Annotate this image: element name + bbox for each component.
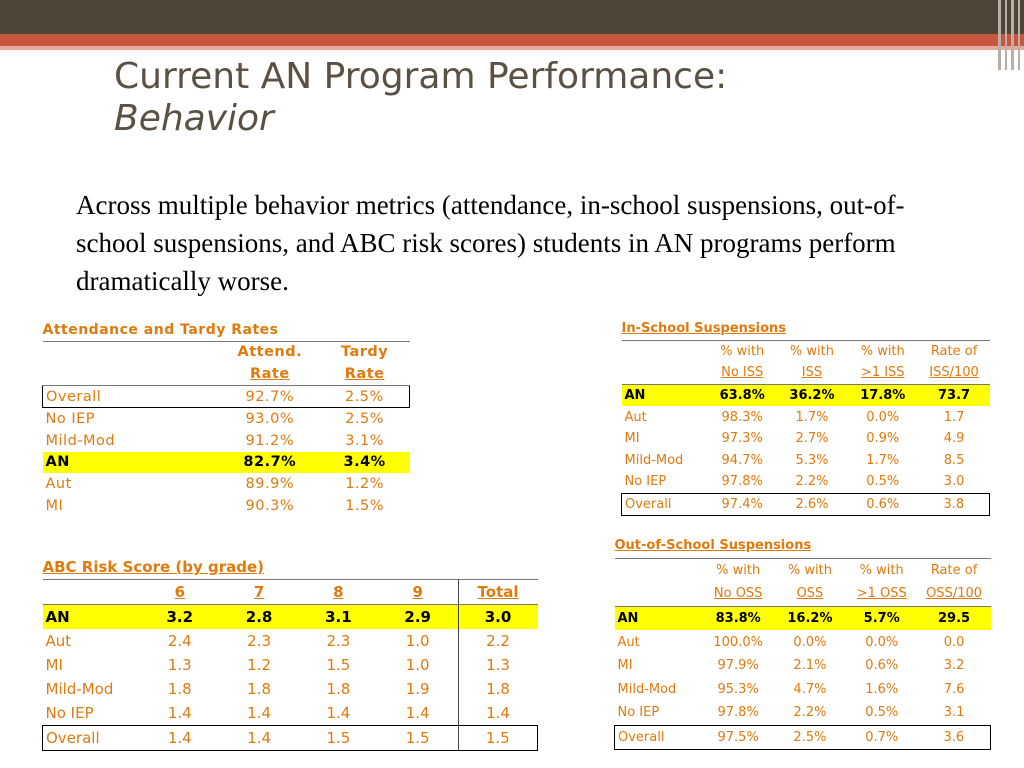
cell: 0.6%	[865, 658, 899, 674]
cell: 3.2	[140, 605, 219, 630]
row-label: Aut	[617, 634, 640, 650]
cell: 2.2%	[793, 705, 827, 721]
cell: 2.5%	[320, 385, 410, 408]
abc-header: 8	[333, 583, 344, 601]
cell: 1.0	[405, 632, 430, 650]
cell: 73.7	[919, 384, 990, 406]
abc-caption: ABC Risk Score (by grade)	[42, 558, 264, 576]
oss-header: OSS	[796, 586, 824, 602]
cell: 0.6%	[847, 493, 919, 516]
header-thin-bar	[0, 46, 1024, 50]
cell: 1.5	[326, 656, 351, 674]
cell: 2.5%	[774, 725, 846, 750]
table-row	[43, 677, 538, 701]
abc-header: 9	[412, 583, 423, 601]
cell: 3.6	[918, 725, 991, 750]
row-label: Mild-Mod	[617, 681, 677, 697]
cell: 4.7%	[793, 681, 827, 697]
row-label: Aut	[45, 475, 72, 492]
cell: 97.3%	[721, 431, 763, 447]
cell: 5.7%	[846, 606, 918, 630]
oss-table	[614, 534, 991, 750]
cell: 36.2%	[777, 384, 847, 406]
row-label: Mild-Mod	[624, 452, 684, 468]
cell: 5.3%	[795, 452, 829, 468]
table-row	[43, 408, 410, 430]
cell: 1.0	[405, 656, 430, 674]
cell: 0.0	[943, 634, 965, 650]
cell: 1.2%	[345, 475, 385, 492]
cell: 92.7%	[220, 385, 320, 408]
cell: 1.9	[405, 680, 430, 698]
cell: 1.6%	[865, 681, 899, 697]
table-row	[43, 701, 538, 726]
table-row	[615, 654, 991, 678]
row-label: AN	[622, 384, 708, 406]
oss-header: % with	[787, 562, 832, 578]
table-row	[622, 450, 990, 472]
row-label: AN	[43, 452, 220, 474]
row-label: MI	[45, 497, 64, 514]
table-row	[43, 726, 538, 751]
attendance-header: Rate	[249, 365, 290, 382]
cell: 1.8	[326, 680, 351, 698]
row-label: AN	[615, 606, 703, 630]
table-row	[622, 406, 990, 428]
cell: 17.8%	[847, 384, 919, 406]
row-label: Overall	[622, 493, 708, 516]
cell: 98.3%	[721, 409, 763, 425]
row-label: MI	[45, 656, 63, 674]
oss-header: No OSS	[713, 586, 763, 602]
cell: 3.1	[299, 605, 378, 630]
cell: 2.2%	[795, 474, 829, 490]
cell: 97.8%	[717, 705, 759, 721]
cell: 83.8%	[702, 606, 774, 630]
slide-title	[114, 56, 727, 140]
cell: 1.5	[378, 726, 458, 751]
iss-header: ISS/100	[929, 365, 979, 381]
row-label: No IEP	[624, 474, 667, 490]
cell: 0.9%	[866, 431, 900, 447]
cell: 2.1%	[793, 658, 827, 674]
cell: 1.8	[458, 677, 537, 701]
row-label: AN	[43, 605, 141, 630]
iss-header: % with	[720, 343, 765, 359]
cell: 2.3	[247, 632, 272, 650]
cell: 3.0	[943, 474, 965, 490]
cell: 3.2	[943, 658, 965, 674]
table-row	[43, 629, 538, 653]
cell: 2.9	[378, 605, 458, 630]
cell: 0.5%	[865, 705, 899, 721]
row-label: No IEP	[617, 705, 660, 721]
cell: 4.9	[943, 431, 965, 447]
cell: 1.4	[140, 726, 219, 751]
header-stripes	[994, 0, 1024, 70]
cell: 0.7%	[846, 725, 918, 750]
table-row	[622, 428, 990, 450]
abc-risk-table	[42, 555, 538, 751]
cell: 1.7	[943, 409, 965, 425]
cell: 2.3	[326, 632, 351, 650]
row-label: MI	[624, 431, 640, 447]
row-label: MI	[617, 658, 633, 674]
cell: 91.2%	[245, 432, 295, 449]
cell: 1.7%	[795, 409, 829, 425]
cell: 93.0%	[245, 411, 295, 428]
iss-header: Rate of	[930, 343, 978, 359]
row-label: Overall	[615, 725, 703, 750]
cell: 1.5	[458, 726, 537, 751]
cell: 1.3	[458, 653, 537, 677]
cell: 3.1	[943, 705, 965, 721]
row-label: Overall	[43, 385, 220, 408]
attendance-caption: Attendance and Tardy Rates	[43, 319, 410, 341]
cell: 1.8	[167, 680, 192, 698]
attendance-header: Rate	[344, 365, 385, 382]
cell: 1.4	[405, 704, 430, 722]
slide-body-text: Across multiple behavior metrics (attendance, in-school suspensions, out-of-school suspensions, and ABC risk scores) students in AN programs perform dramatically worse.	[76, 190, 905, 296]
cell: 97.9%	[717, 658, 759, 674]
iss-header: % with	[789, 343, 834, 359]
cell: 7.6	[943, 681, 965, 697]
table-row	[43, 495, 410, 517]
row-label: Aut	[45, 632, 72, 650]
cell: 95.3%	[717, 681, 759, 697]
cell: 1.4	[167, 704, 192, 722]
cell: 3.1%	[345, 432, 385, 449]
table-row	[615, 725, 991, 750]
cell: 82.7%	[220, 452, 320, 474]
attendance-table	[42, 319, 410, 516]
table-row	[43, 473, 410, 495]
table-row	[43, 653, 538, 677]
cell: 29.5	[918, 606, 991, 630]
table-row	[615, 630, 991, 654]
oss-header: Rate of	[930, 562, 978, 578]
cell: 94.7%	[721, 452, 763, 468]
attendance-header: Attend.	[237, 344, 303, 361]
iss-header: No ISS	[721, 365, 764, 381]
abc-header: Total	[477, 583, 519, 601]
table-row-highlighted	[615, 606, 991, 630]
oss-caption: Out-of-School Suspensions	[614, 538, 812, 554]
oss-header: % with	[859, 562, 904, 578]
table-row-highlighted	[43, 452, 410, 474]
oss-header: OSS/100	[926, 586, 983, 602]
abc-header: 6	[174, 583, 185, 601]
cell: 3.8	[919, 493, 990, 516]
iss-header: ISS	[801, 365, 823, 381]
cell: 2.6%	[777, 493, 847, 516]
iss-caption: In-School Suspensions	[621, 321, 787, 337]
row-label: Aut	[624, 409, 647, 425]
cell: 1.2	[247, 656, 272, 674]
cell: 2.8	[219, 605, 299, 630]
cell: 1.7%	[866, 452, 900, 468]
header-bar	[0, 0, 1024, 34]
cell: 16.2%	[774, 606, 846, 630]
cell: 1.3	[167, 656, 192, 674]
row-label: Overall	[43, 726, 141, 751]
slide-title-line2: Behavior	[114, 98, 274, 139]
cell: 0.0%	[865, 634, 899, 650]
table-row	[615, 701, 991, 725]
table-row	[615, 678, 991, 702]
cell: 0.0%	[793, 634, 827, 650]
cell: 90.3%	[245, 497, 295, 514]
cell: 1.5	[299, 726, 378, 751]
cell: 2.5%	[345, 411, 385, 428]
iss-table	[621, 318, 990, 516]
cell: 97.5%	[702, 725, 774, 750]
table-row	[43, 430, 410, 452]
table-row	[622, 471, 990, 493]
table-row	[43, 385, 410, 408]
table-row	[622, 493, 990, 516]
row-label: Mild-Mod	[45, 680, 114, 698]
row-label: No IEP	[45, 704, 94, 722]
cell: 3.4%	[320, 452, 410, 474]
cell: 3.0	[458, 605, 537, 630]
oss-header: % with	[716, 562, 761, 578]
iss-header: >1 ISS	[860, 365, 905, 381]
header-accent-bar	[0, 34, 1024, 46]
cell: 1.4	[247, 704, 272, 722]
slide-title-line1: Current AN Program Performance:	[114, 56, 728, 97]
cell: 100.0%	[713, 634, 763, 650]
cell: 63.8%	[707, 384, 777, 406]
attendance-header: Tardy	[340, 344, 389, 361]
cell: 97.8%	[721, 474, 763, 490]
cell: 2.7%	[795, 431, 829, 447]
oss-header: >1 OSS	[856, 586, 907, 602]
iss-header: % with	[860, 343, 905, 359]
row-label: Mild-Mod	[45, 432, 116, 449]
abc-header: 7	[253, 583, 265, 601]
cell: 0.5%	[866, 474, 900, 490]
cell: 1.4	[326, 704, 351, 722]
cell: 2.4	[167, 632, 192, 650]
cell: 2.2	[458, 629, 537, 653]
row-label: No IEP	[45, 411, 96, 428]
table-row-highlighted	[622, 384, 990, 406]
cell: 1.4	[219, 726, 299, 751]
table-row-highlighted	[43, 605, 538, 630]
cell: 1.8	[247, 680, 272, 698]
cell: 0.0%	[866, 409, 900, 425]
cell: 89.9%	[245, 475, 295, 492]
cell: 97.4%	[707, 493, 777, 516]
cell: 1.4	[458, 701, 537, 726]
cell: 8.5	[943, 452, 965, 468]
cell: 1.5%	[345, 497, 385, 514]
